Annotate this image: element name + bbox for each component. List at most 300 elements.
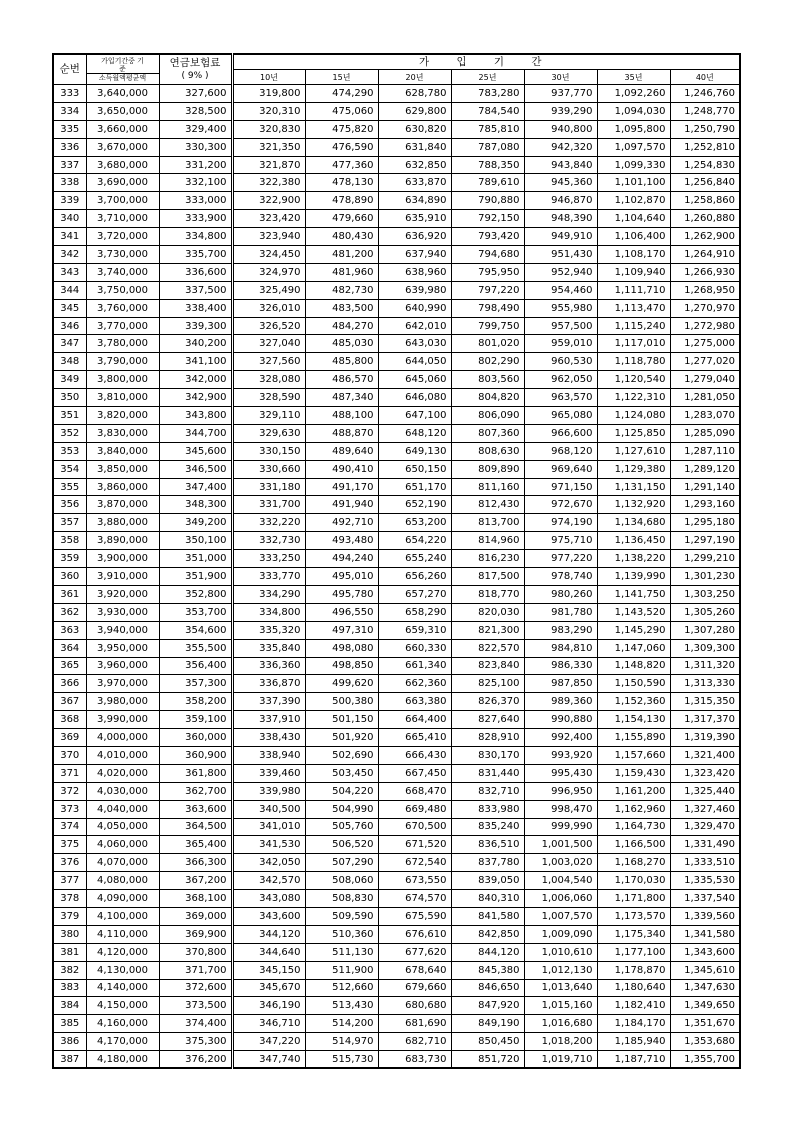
cell-15y: 482,730 [305, 281, 378, 299]
cell-premium: 363,600 [159, 800, 232, 818]
cell-25y: 787,080 [451, 138, 524, 156]
cell-25y: 804,820 [451, 389, 524, 407]
cell-premium: 346,500 [159, 460, 232, 478]
table-row [53, 514, 740, 532]
cell-40y: 1,285,090 [670, 424, 740, 442]
table-row [53, 603, 740, 621]
cell-40y: 1,343,600 [670, 943, 740, 961]
cell-10y: 324,970 [232, 263, 305, 281]
cell-40y: 1,277,020 [670, 353, 740, 371]
cell-seq-no: 384 [53, 997, 86, 1015]
cell-35y: 1,109,940 [597, 263, 670, 281]
cell-25y: 840,310 [451, 890, 524, 908]
cell-avg-income: 4,040,000 [86, 800, 159, 818]
cell-25y: 807,360 [451, 424, 524, 442]
cell-avg-income: 3,710,000 [86, 210, 159, 228]
cell-10y: 337,910 [232, 711, 305, 729]
cell-15y: 507,290 [305, 854, 378, 872]
cell-20y: 631,840 [378, 138, 451, 156]
cell-40y: 1,323,420 [670, 764, 740, 782]
cell-premium: 338,400 [159, 299, 232, 317]
table-row [53, 102, 740, 120]
cell-20y: 645,060 [378, 371, 451, 389]
cell-30y: 990,880 [524, 711, 597, 729]
cell-30y: 1,003,020 [524, 854, 597, 872]
cell-seq-no: 361 [53, 585, 86, 603]
cell-premium: 332,100 [159, 174, 232, 192]
cell-avg-income: 3,910,000 [86, 568, 159, 586]
cell-avg-income: 3,640,000 [86, 85, 159, 103]
cell-premium: 358,200 [159, 693, 232, 711]
table-row [53, 854, 740, 872]
cell-10y: 323,940 [232, 228, 305, 246]
cell-20y: 670,500 [378, 818, 451, 836]
cell-seq-no: 337 [53, 156, 86, 174]
cell-40y: 1,331,490 [670, 836, 740, 854]
cell-40y: 1,289,120 [670, 460, 740, 478]
cell-30y: 937,770 [524, 85, 597, 103]
cell-15y: 493,480 [305, 532, 378, 550]
table-row [53, 711, 740, 729]
cell-30y: 971,150 [524, 478, 597, 496]
cell-20y: 654,220 [378, 532, 451, 550]
cell-seq-no: 358 [53, 532, 86, 550]
cell-premium: 341,100 [159, 353, 232, 371]
cell-40y: 1,246,760 [670, 85, 740, 103]
cell-35y: 1,180,640 [597, 979, 670, 997]
cell-avg-income: 3,930,000 [86, 603, 159, 621]
cell-avg-income: 3,850,000 [86, 460, 159, 478]
cell-35y: 1,148,820 [597, 657, 670, 675]
cell-15y: 513,430 [305, 997, 378, 1015]
table-row [53, 1033, 740, 1051]
cell-25y: 813,700 [451, 514, 524, 532]
cell-avg-income: 3,820,000 [86, 407, 159, 425]
cell-25y: 845,380 [451, 961, 524, 979]
cell-seq-no: 344 [53, 281, 86, 299]
cell-35y: 1,187,710 [597, 1051, 670, 1069]
cell-10y: 321,870 [232, 156, 305, 174]
cell-seq-no: 351 [53, 407, 86, 425]
cell-15y: 498,080 [305, 639, 378, 657]
cell-seq-no: 369 [53, 729, 86, 747]
cell-avg-income: 4,140,000 [86, 979, 159, 997]
cell-seq-no: 353 [53, 442, 86, 460]
cell-30y: 983,290 [524, 621, 597, 639]
cell-seq-no: 354 [53, 460, 86, 478]
cell-avg-income: 3,780,000 [86, 335, 159, 353]
cell-10y: 341,530 [232, 836, 305, 854]
cell-premium: 345,600 [159, 442, 232, 460]
cell-15y: 495,780 [305, 585, 378, 603]
cell-20y: 656,260 [378, 568, 451, 586]
cell-15y: 508,830 [305, 890, 378, 908]
cell-20y: 637,940 [378, 246, 451, 264]
cell-10y: 345,670 [232, 979, 305, 997]
cell-15y: 479,660 [305, 210, 378, 228]
cell-seq-no: 335 [53, 120, 86, 138]
cell-avg-income: 3,700,000 [86, 192, 159, 210]
cell-35y: 1,124,080 [597, 407, 670, 425]
cell-40y: 1,260,880 [670, 210, 740, 228]
cell-avg-income: 4,060,000 [86, 836, 159, 854]
cell-seq-no: 377 [53, 872, 86, 890]
cell-20y: 657,270 [378, 585, 451, 603]
cell-15y: 502,690 [305, 746, 378, 764]
cell-15y: 501,920 [305, 729, 378, 747]
cell-avg-income: 3,940,000 [86, 621, 159, 639]
header-period-0: 10년 [232, 70, 305, 85]
cell-35y: 1,117,010 [597, 335, 670, 353]
cell-avg-income: 3,840,000 [86, 442, 159, 460]
cell-30y: 986,330 [524, 657, 597, 675]
cell-15y: 488,100 [305, 407, 378, 425]
cell-35y: 1,182,410 [597, 997, 670, 1015]
table-row [53, 550, 740, 568]
cell-35y: 1,143,520 [597, 603, 670, 621]
cell-10y: 323,420 [232, 210, 305, 228]
cell-avg-income: 3,670,000 [86, 138, 159, 156]
cell-40y: 1,275,000 [670, 335, 740, 353]
cell-avg-income: 4,170,000 [86, 1033, 159, 1051]
cell-10y: 340,500 [232, 800, 305, 818]
cell-15y: 511,900 [305, 961, 378, 979]
cell-25y: 803,560 [451, 371, 524, 389]
cell-10y: 338,940 [232, 746, 305, 764]
cell-seq-no: 360 [53, 568, 86, 586]
cell-25y: 846,650 [451, 979, 524, 997]
cell-25y: 825,100 [451, 675, 524, 693]
cell-40y: 1,250,790 [670, 120, 740, 138]
cell-25y: 828,910 [451, 729, 524, 747]
cell-premium: 360,900 [159, 746, 232, 764]
cell-35y: 1,113,470 [597, 299, 670, 317]
cell-30y: 954,460 [524, 281, 597, 299]
cell-20y: 680,680 [378, 997, 451, 1015]
cell-40y: 1,341,580 [670, 925, 740, 943]
cell-20y: 638,960 [378, 263, 451, 281]
table-row [53, 407, 740, 425]
cell-30y: 939,290 [524, 102, 597, 120]
cell-40y: 1,281,050 [670, 389, 740, 407]
cell-35y: 1,132,920 [597, 496, 670, 514]
header-premium [159, 54, 232, 85]
cell-premium: 348,300 [159, 496, 232, 514]
cell-35y: 1,138,220 [597, 550, 670, 568]
cell-25y: 831,440 [451, 764, 524, 782]
cell-avg-income: 3,750,000 [86, 281, 159, 299]
cell-10y: 333,770 [232, 568, 305, 586]
cell-20y: 649,130 [378, 442, 451, 460]
cell-avg-income: 4,000,000 [86, 729, 159, 747]
table-row [53, 1051, 740, 1069]
cell-15y: 481,960 [305, 263, 378, 281]
cell-avg-income: 4,120,000 [86, 943, 159, 961]
cell-40y: 1,299,210 [670, 550, 740, 568]
cell-15y: 486,570 [305, 371, 378, 389]
cell-25y: 806,090 [451, 407, 524, 425]
table-row [53, 890, 740, 908]
cell-25y: 849,190 [451, 1015, 524, 1033]
cell-10y: 342,570 [232, 872, 305, 890]
cell-40y: 1,254,830 [670, 156, 740, 174]
cell-30y: 987,850 [524, 675, 597, 693]
cell-10y: 319,800 [232, 85, 305, 103]
cell-35y: 1,171,800 [597, 890, 670, 908]
table-row [53, 568, 740, 586]
cell-20y: 639,980 [378, 281, 451, 299]
cell-20y: 682,710 [378, 1033, 451, 1051]
table-row [53, 317, 740, 335]
cell-30y: 1,019,710 [524, 1051, 597, 1069]
cell-10y: 343,080 [232, 890, 305, 908]
cell-35y: 1,152,360 [597, 693, 670, 711]
cell-20y: 655,240 [378, 550, 451, 568]
table-row [53, 353, 740, 371]
cell-35y: 1,177,100 [597, 943, 670, 961]
cell-premium: 329,400 [159, 120, 232, 138]
cell-30y: 1,007,570 [524, 907, 597, 925]
cell-10y: 320,310 [232, 102, 305, 120]
cell-25y: 788,350 [451, 156, 524, 174]
table-row [53, 729, 740, 747]
header-avg-income-line2: 준 [119, 65, 126, 73]
cell-25y: 837,780 [451, 854, 524, 872]
cell-10y: 344,120 [232, 925, 305, 943]
cell-40y: 1,335,530 [670, 872, 740, 890]
cell-30y: 1,018,200 [524, 1033, 597, 1051]
cell-25y: 844,120 [451, 943, 524, 961]
cell-15y: 495,010 [305, 568, 378, 586]
header-period-3: 25년 [451, 70, 524, 85]
cell-avg-income: 4,100,000 [86, 907, 159, 925]
cell-premium: 372,600 [159, 979, 232, 997]
cell-seq-no: 339 [53, 192, 86, 210]
table-row [53, 496, 740, 514]
cell-10y: 332,730 [232, 532, 305, 550]
cell-15y: 501,150 [305, 711, 378, 729]
cell-40y: 1,258,860 [670, 192, 740, 210]
cell-avg-income: 3,880,000 [86, 514, 159, 532]
cell-10y: 345,150 [232, 961, 305, 979]
cell-10y: 333,250 [232, 550, 305, 568]
cell-seq-no: 368 [53, 711, 86, 729]
cell-35y: 1,122,310 [597, 389, 670, 407]
cell-seq-no: 367 [53, 693, 86, 711]
cell-35y: 1,175,340 [597, 925, 670, 943]
cell-avg-income: 3,650,000 [86, 102, 159, 120]
cell-15y: 514,970 [305, 1033, 378, 1051]
cell-30y: 995,430 [524, 764, 597, 782]
cell-30y: 965,080 [524, 407, 597, 425]
cell-30y: 996,950 [524, 782, 597, 800]
cell-15y: 503,450 [305, 764, 378, 782]
cell-40y: 1,307,280 [670, 621, 740, 639]
cell-10y: 342,050 [232, 854, 305, 872]
cell-25y: 785,810 [451, 120, 524, 138]
cell-15y: 484,270 [305, 317, 378, 335]
cell-25y: 794,680 [451, 246, 524, 264]
cell-premium: 351,000 [159, 550, 232, 568]
header-period-1: 15년 [305, 70, 378, 85]
cell-10y: 322,900 [232, 192, 305, 210]
cell-seq-no: 373 [53, 800, 86, 818]
cell-10y: 327,040 [232, 335, 305, 353]
cell-20y: 672,540 [378, 854, 451, 872]
table-row [53, 943, 740, 961]
cell-40y: 1,283,070 [670, 407, 740, 425]
cell-premium: 335,700 [159, 246, 232, 264]
cell-35y: 1,095,800 [597, 120, 670, 138]
cell-premium: 354,600 [159, 621, 232, 639]
cell-30y: 962,050 [524, 371, 597, 389]
header-premium-rate: ( 9% ) [181, 71, 209, 81]
cell-30y: 993,920 [524, 746, 597, 764]
cell-25y: 851,720 [451, 1051, 524, 1069]
cell-40y: 1,301,230 [670, 568, 740, 586]
cell-15y: 490,410 [305, 460, 378, 478]
cell-40y: 1,295,180 [670, 514, 740, 532]
cell-40y: 1,353,680 [670, 1033, 740, 1051]
table-row [53, 675, 740, 693]
table-row [53, 907, 740, 925]
cell-30y: 948,390 [524, 210, 597, 228]
cell-40y: 1,321,400 [670, 746, 740, 764]
table-row [53, 138, 740, 156]
table-row [53, 621, 740, 639]
cell-seq-no: 342 [53, 246, 86, 264]
table-row [53, 281, 740, 299]
cell-25y: 817,500 [451, 568, 524, 586]
cell-10y: 336,870 [232, 675, 305, 693]
cell-premium: 350,100 [159, 532, 232, 550]
cell-avg-income: 3,800,000 [86, 371, 159, 389]
cell-10y: 338,430 [232, 729, 305, 747]
cell-35y: 1,139,990 [597, 568, 670, 586]
cell-15y: 491,940 [305, 496, 378, 514]
cell-avg-income: 4,050,000 [86, 818, 159, 836]
cell-seq-no: 372 [53, 782, 86, 800]
cell-35y: 1,170,030 [597, 872, 670, 890]
cell-15y: 492,710 [305, 514, 378, 532]
cell-15y: 475,060 [305, 102, 378, 120]
cell-10y: 334,800 [232, 603, 305, 621]
cell-25y: 821,300 [451, 621, 524, 639]
cell-35y: 1,161,200 [597, 782, 670, 800]
cell-20y: 647,100 [378, 407, 451, 425]
table-row [53, 371, 740, 389]
cell-20y: 673,550 [378, 872, 451, 890]
cell-20y: 633,870 [378, 174, 451, 192]
cell-premium: 353,700 [159, 603, 232, 621]
cell-35y: 1,159,430 [597, 764, 670, 782]
cell-20y: 668,470 [378, 782, 451, 800]
table-row [53, 836, 740, 854]
cell-30y: 1,015,160 [524, 997, 597, 1015]
table-row [53, 424, 740, 442]
cell-20y: 674,570 [378, 890, 451, 908]
cell-25y: 841,580 [451, 907, 524, 925]
cell-premium: 368,100 [159, 890, 232, 908]
cell-35y: 1,118,780 [597, 353, 670, 371]
table-row [53, 299, 740, 317]
cell-avg-income: 4,070,000 [86, 854, 159, 872]
cell-25y: 812,430 [451, 496, 524, 514]
cell-30y: 1,010,610 [524, 943, 597, 961]
cell-25y: 790,880 [451, 192, 524, 210]
cell-premium: 362,700 [159, 782, 232, 800]
cell-40y: 1,345,610 [670, 961, 740, 979]
cell-premium: 330,300 [159, 138, 232, 156]
cell-10y: 343,600 [232, 907, 305, 925]
cell-20y: 642,010 [378, 317, 451, 335]
cell-premium: 342,900 [159, 389, 232, 407]
cell-40y: 1,252,810 [670, 138, 740, 156]
cell-10y: 339,460 [232, 764, 305, 782]
table-row [53, 657, 740, 675]
cell-premium: 340,200 [159, 335, 232, 353]
cell-seq-no: 345 [53, 299, 86, 317]
table-row [53, 997, 740, 1015]
cell-10y: 330,660 [232, 460, 305, 478]
cell-30y: 1,009,090 [524, 925, 597, 943]
cell-15y: 504,990 [305, 800, 378, 818]
cell-avg-income: 4,080,000 [86, 872, 159, 890]
cell-20y: 632,850 [378, 156, 451, 174]
cell-35y: 1,092,260 [597, 85, 670, 103]
cell-30y: 963,570 [524, 389, 597, 407]
cell-premium: 342,000 [159, 371, 232, 389]
cell-20y: 665,410 [378, 729, 451, 747]
cell-20y: 662,360 [378, 675, 451, 693]
cell-10y: 331,180 [232, 478, 305, 496]
cell-premium: 365,400 [159, 836, 232, 854]
cell-avg-income: 3,740,000 [86, 263, 159, 281]
cell-seq-no: 366 [53, 675, 86, 693]
cell-15y: 474,290 [305, 85, 378, 103]
cell-premium: 373,500 [159, 997, 232, 1015]
cell-10y: 334,290 [232, 585, 305, 603]
cell-avg-income: 3,970,000 [86, 675, 159, 693]
cell-30y: 1,016,680 [524, 1015, 597, 1033]
cell-10y: 347,220 [232, 1033, 305, 1051]
cell-25y: 823,840 [451, 657, 524, 675]
cell-10y: 336,360 [232, 657, 305, 675]
cell-35y: 1,101,100 [597, 174, 670, 192]
table-row [53, 764, 740, 782]
cell-30y: 1,001,500 [524, 836, 597, 854]
cell-15y: 485,030 [305, 335, 378, 353]
header-enrollment-period: 가 입 기 간 [232, 54, 740, 70]
table-row [53, 389, 740, 407]
cell-35y: 1,164,730 [597, 818, 670, 836]
cell-seq-no: 349 [53, 371, 86, 389]
cell-seq-no: 378 [53, 890, 86, 908]
table-row [53, 1015, 740, 1033]
cell-25y: 783,280 [451, 85, 524, 103]
cell-10y: 346,710 [232, 1015, 305, 1033]
cell-40y: 1,351,670 [670, 1015, 740, 1033]
cell-avg-income: 3,890,000 [86, 532, 159, 550]
cell-avg-income: 4,180,000 [86, 1051, 159, 1069]
cell-avg-income: 3,960,000 [86, 657, 159, 675]
cell-avg-income: 3,860,000 [86, 478, 159, 496]
table-row [53, 961, 740, 979]
cell-avg-income: 3,680,000 [86, 156, 159, 174]
cell-30y: 1,012,130 [524, 961, 597, 979]
table-row [53, 85, 740, 103]
cell-seq-no: 376 [53, 854, 86, 872]
